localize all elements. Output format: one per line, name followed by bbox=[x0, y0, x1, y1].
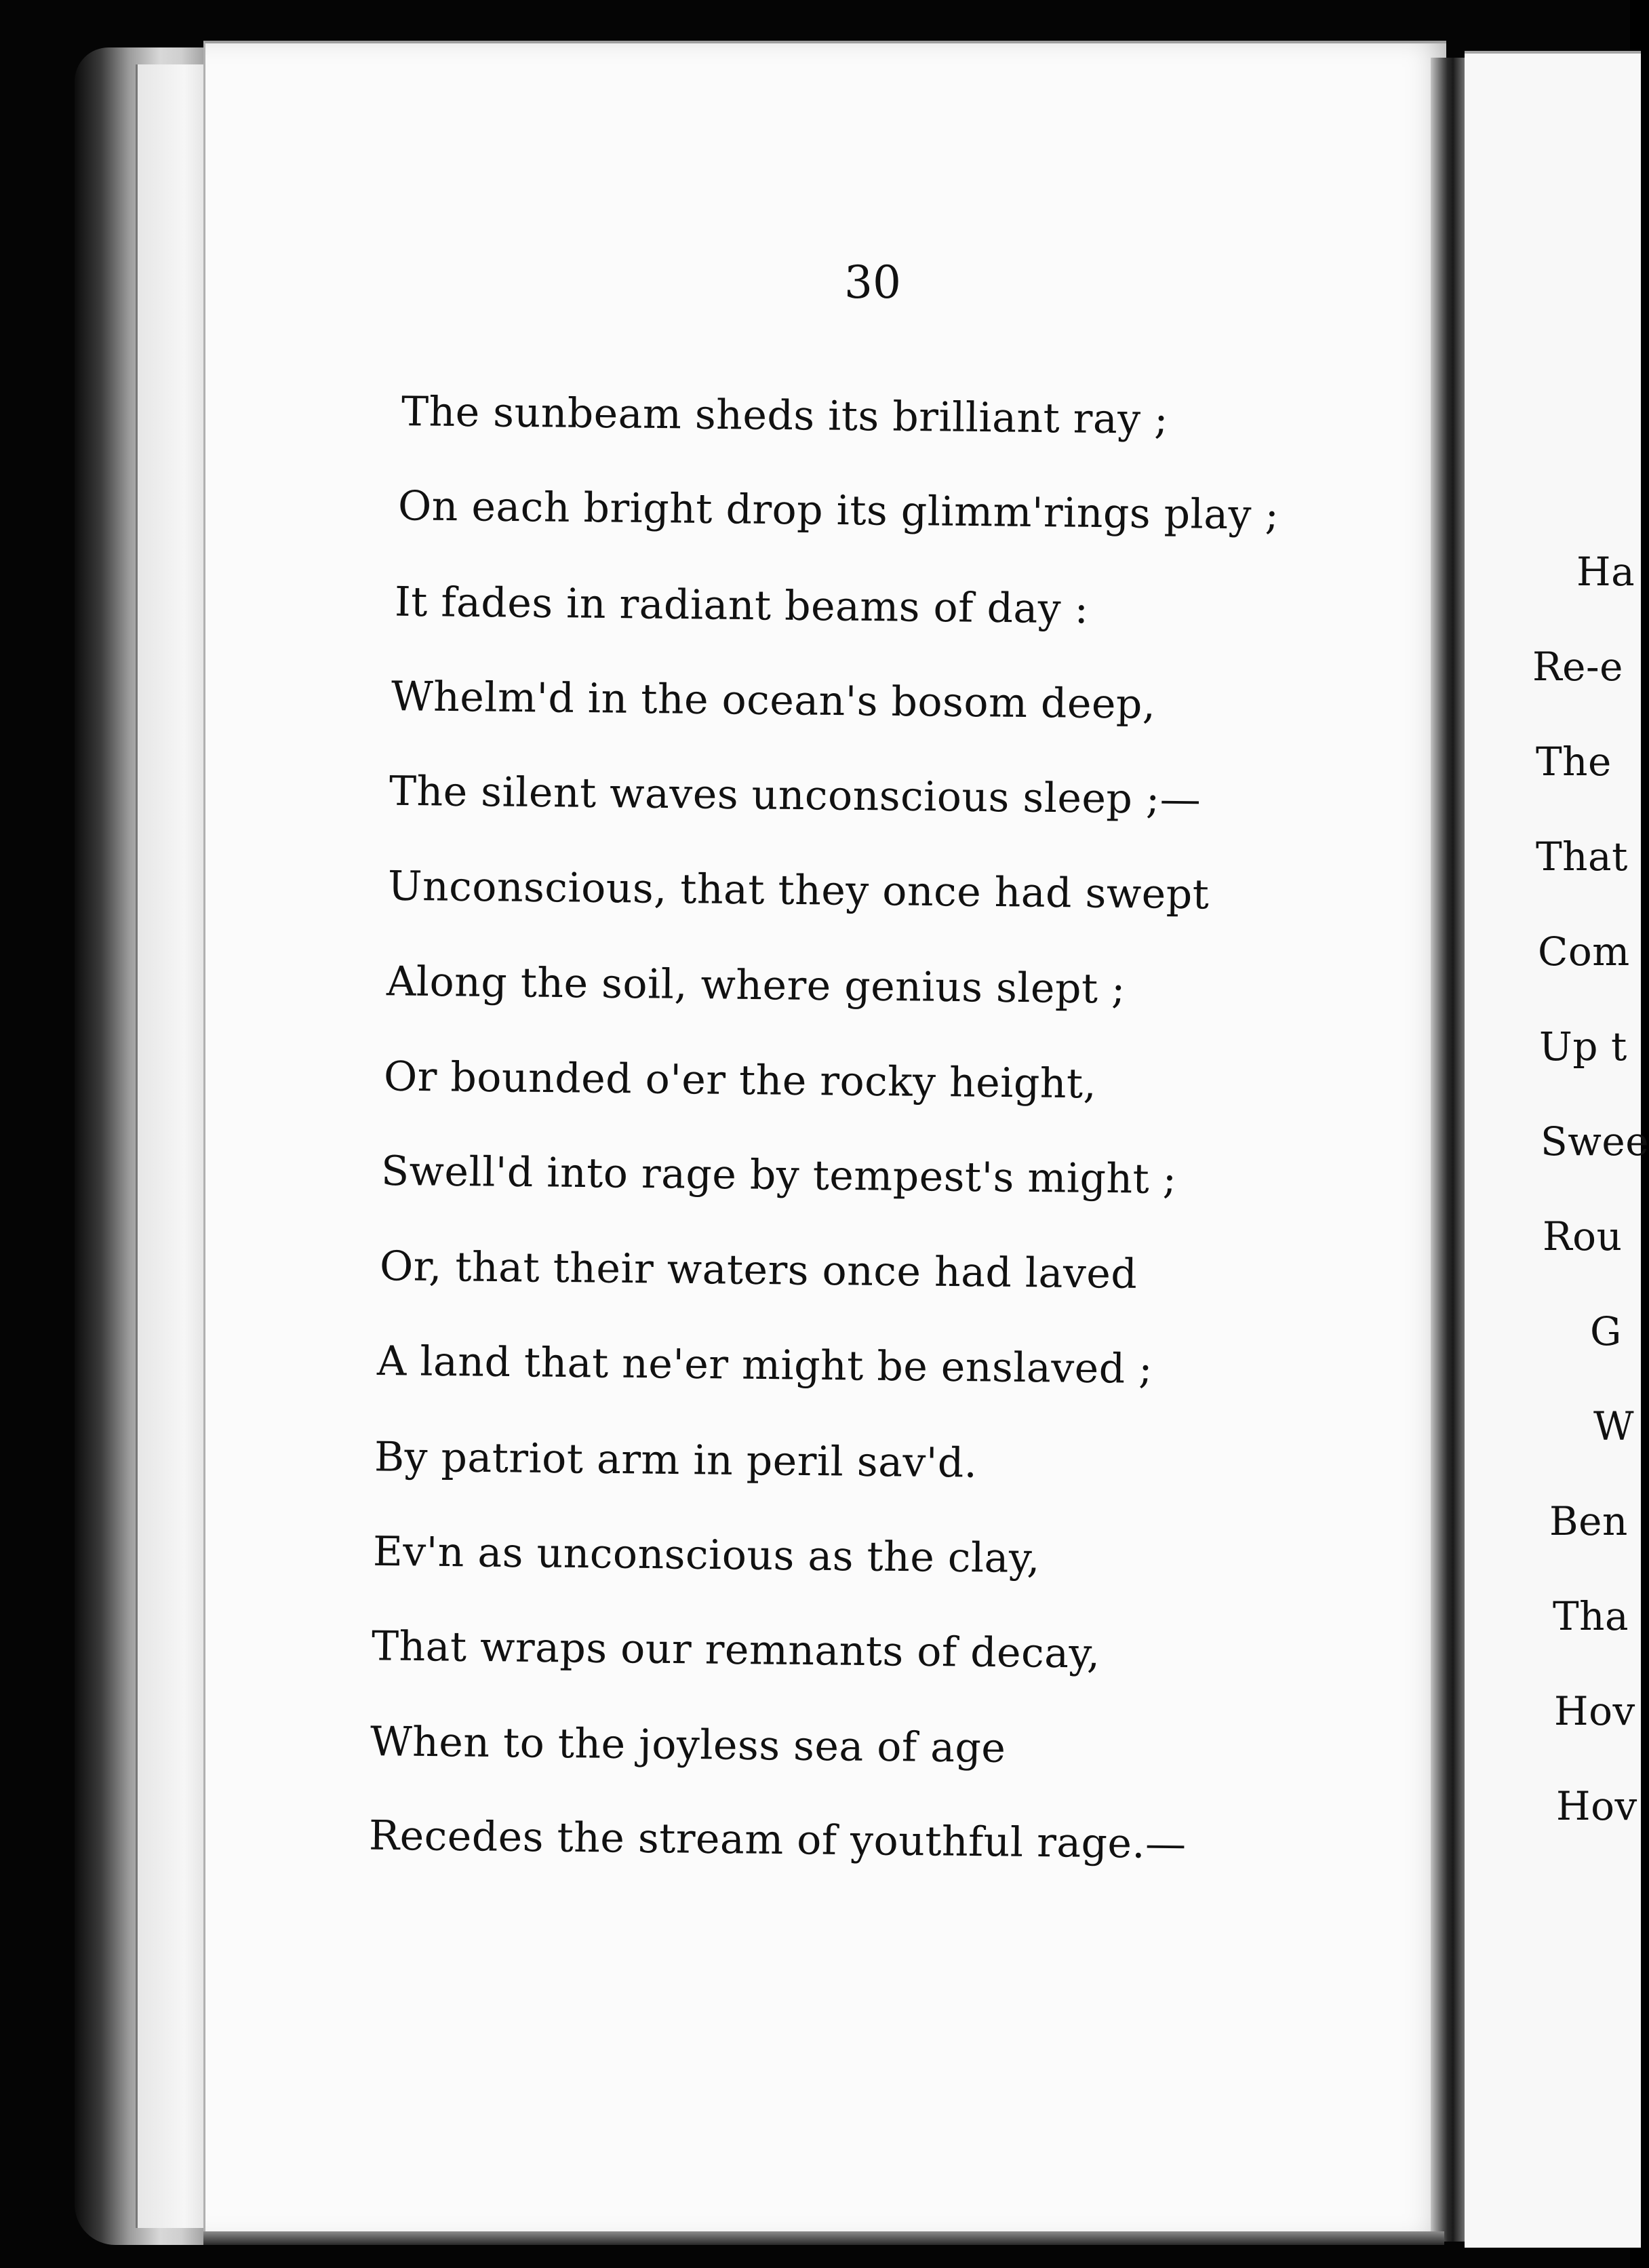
poem-line-14: That wraps our remnants of decay, bbox=[371, 1622, 1100, 1678]
poem-line-8: Or bounded o'er the rocky height, bbox=[383, 1053, 1097, 1108]
poem-line-2: On each bright drop its glimm'rings play ; bbox=[397, 482, 1279, 539]
facing-line-9: G bbox=[1590, 1308, 1622, 1354]
facing-line-12: Tha bbox=[1553, 1593, 1629, 1639]
poem-line-15: When to the joyless sea of age bbox=[370, 1718, 1006, 1772]
left-page bbox=[203, 41, 1446, 2237]
poem-line-16: Recedes the stream of youthful rage.— bbox=[368, 1812, 1187, 1869]
poem-line-6: Unconscious, that they once had swept bbox=[387, 862, 1210, 919]
poem-line-3: It fades in radiant beams of day : bbox=[394, 578, 1089, 633]
facing-line-13: Hov bbox=[1554, 1688, 1635, 1734]
page-bottom-edge bbox=[203, 2231, 1444, 2245]
facing-line-1: Ha bbox=[1576, 549, 1635, 595]
poem-line-1: The sunbeam sheds its brilliant ray ; bbox=[401, 388, 1169, 444]
book-gutter bbox=[1431, 58, 1468, 2242]
poem-line-9: Swell'd into rage by tempest's might ; bbox=[380, 1147, 1177, 1204]
poem-line-12: By patriot arm in peril sav'd. bbox=[374, 1433, 978, 1487]
facing-line-8: Rou bbox=[1543, 1213, 1623, 1259]
facing-page bbox=[1465, 51, 1649, 2248]
poem-line-7: Along the soil, where genius slept ; bbox=[386, 958, 1126, 1013]
poem-line-10: Or, that their waters once had laved bbox=[379, 1243, 1138, 1298]
facing-line-11: Ben bbox=[1549, 1498, 1628, 1544]
facing-line-5: Com bbox=[1538, 928, 1630, 975]
facing-line-14: Hov bbox=[1556, 1783, 1637, 1829]
facing-line-2: Re-e bbox=[1532, 644, 1623, 690]
poem-line-13: Ev'n as unconscious as the clay, bbox=[372, 1527, 1041, 1583]
facing-line-3: The bbox=[1536, 739, 1612, 785]
page-number: 30 bbox=[844, 256, 901, 309]
facing-line-6: Up t bbox=[1539, 1023, 1627, 1070]
poem-line-11: A land that ne'er might be enslaved ; bbox=[376, 1337, 1153, 1393]
facing-line-10: W bbox=[1593, 1403, 1635, 1449]
facing-line-7: Swee bbox=[1541, 1118, 1649, 1165]
poem-line-4: Whelm'd in the ocean's bosom deep, bbox=[391, 673, 1156, 728]
poem-line-5: The silent waves unconscious sleep ;— bbox=[389, 767, 1201, 824]
facing-line-4: That bbox=[1536, 834, 1628, 880]
